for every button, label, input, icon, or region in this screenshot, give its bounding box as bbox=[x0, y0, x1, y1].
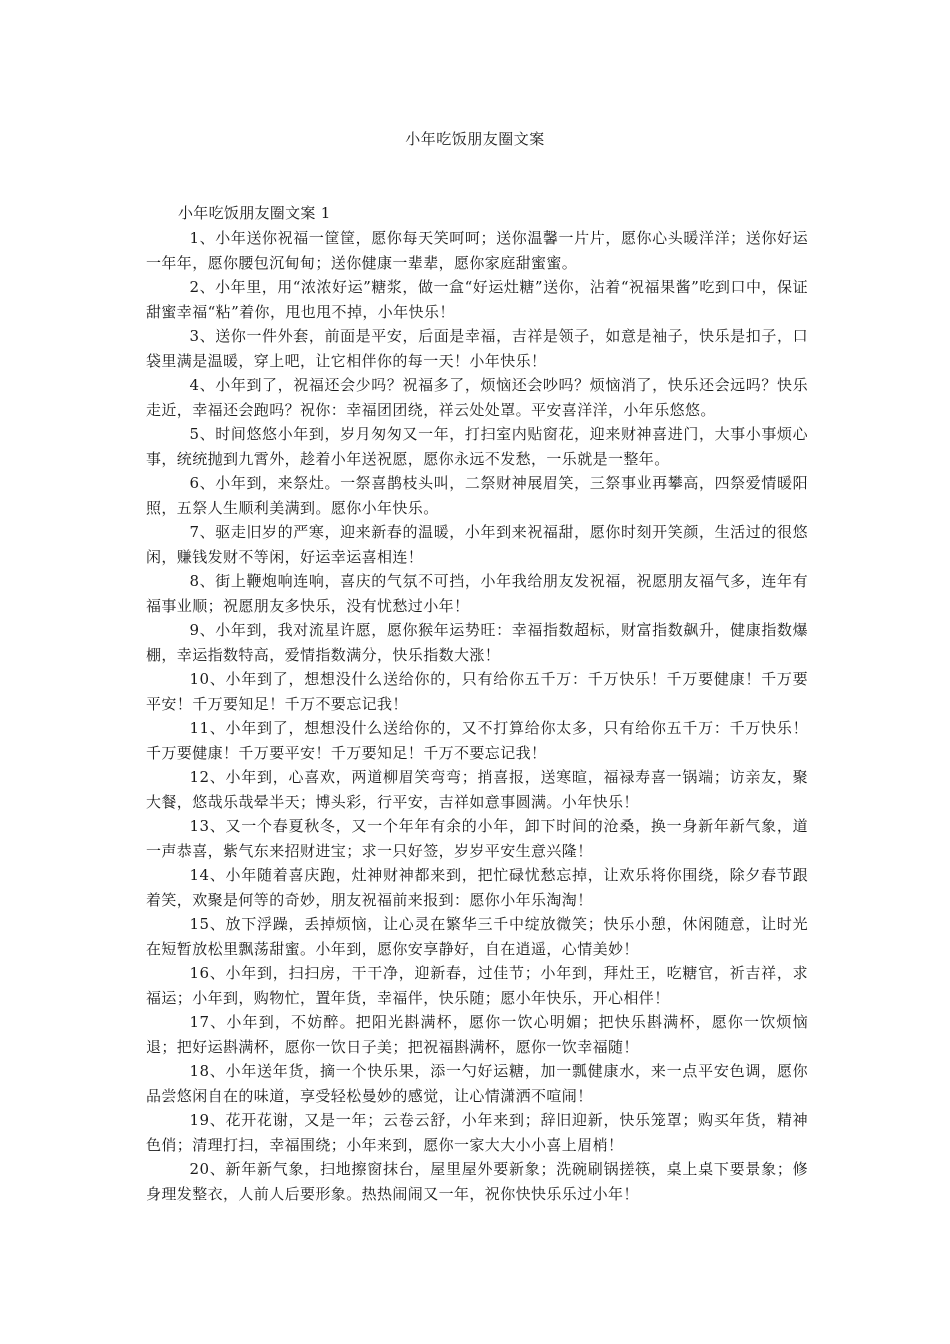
paragraph: 16、小年到，扫扫房，干干净，迎新春，过佳节；小年到，拜灶王，吃糖官，祈吉祥，求福运；小年到，购物忙，置年货，幸福伴，快乐随；愿小年快乐，开心相伴！ bbox=[146, 964, 808, 1007]
paragraph: 18、小年送年货，摘一个快乐果，添一勺好运糖，加一瓢健康水，来一点平安色调，愿你品尝悠闲自在的味道，享受轻松曼妙的感觉，让心情潇洒不喧闹！ bbox=[146, 1062, 808, 1105]
document-body bbox=[146, 226, 808, 1206]
paragraph: 8、街上鞭炮响连响，喜庆的气氛不可挡，小年我给朋友发祝福，祝愿朋友福气多，连年有福事业顺；祝愿朋友多快乐，没有忧愁过小年！ bbox=[146, 572, 808, 615]
paragraph: 7、驱走旧岁的严寒，迎来新春的温暖，小年到来祝福甜，愿你时刻开笑颜，生活过的很悠闲，赚钱发财不等闲，好运幸运喜相连！ bbox=[146, 523, 808, 566]
paragraph: 13、又一个春夏秋冬，又一个年年有余的小年，卸下时间的沧桑，换一身新年新气象，道一声恭喜，紫气东来招财进宝；求一只好签，岁岁平安生意兴隆！ bbox=[146, 817, 808, 860]
paragraph: 20、新年新气象，扫地擦窗抹台，屋里屋外要新象；洗碗刷锅搓筷，桌上桌下要景象；修身理发整衣，人前人后要形象。热热闹闹又一年，祝你快快乐乐过小年！ bbox=[146, 1160, 808, 1203]
paragraph: 12、小年到，心喜欢，两道柳眉笑弯弯；捎喜报，送寒暄，福禄寿喜一锅端；访亲友，聚大餐，悠哉乐哉晕半天；博头彩，行平安，吉祥如意事圆满。小年快乐！ bbox=[146, 768, 808, 811]
paragraph: 2、小年里，用“浓浓好运”糖浆，做一盒“好运灶糖”送你，沾着“祝福果酱”吃到口中，保证甜蜜幸福“粘”着你，甩也甩不掉，小年快乐！ bbox=[146, 278, 808, 321]
paragraph: 11、小年到了，想想没什么送给你的，又不打算给你太多，只有给你五千万：千万快乐！千万要健康！千万要平安！千万要知足！千万不要忘记我！ bbox=[146, 719, 808, 762]
paragraph: 15、放下浮躁，丢掉烦恼，让心灵在繁华三千中绽放微笑；快乐小憩，休闲随意，让时光在短暂放松里飘荡甜蜜。小年到，愿你安享静好，自在逍遥，心情美妙！ bbox=[146, 915, 808, 958]
paragraph: 19、花开花谢，又是一年；云卷云舒，小年来到；辞旧迎新，快乐笼罩；购买年货，精神色俏；清理打扫，幸福围绕；小年来到，愿你一家大大小小喜上眉梢！ bbox=[146, 1111, 808, 1154]
paragraph: 10、小年到了，想想没什么送给你的，只有给你五千万：千万快乐！千万要健康！千万要平安！千万要知足！千万不要忘记我！ bbox=[146, 670, 808, 713]
paragraph: 9、小年到，我对流星许愿，愿你猴年运势旺：幸福指数超标，财富指数飙升，健康指数爆棚，幸运指数特高，爱情指数满分，快乐指数大涨！ bbox=[146, 621, 808, 664]
paragraph: 14、小年随着喜庆跑，灶神财神都来到，把忙碌忧愁忘掉，让欢乐将你围绕，除夕春节跟着笑，欢聚是何等的奇妙，朋友祝福前来报到：愿你小年乐淘淘！ bbox=[146, 866, 808, 909]
paragraph: 17、小年到，不妨醉。把阳光斟满杯，愿你一饮心明媚；把快乐斟满杯，愿你一饮烦恼退；把好运斟满杯，愿你一饮日子美；把祝福斟满杯，愿你一饮幸福随！ bbox=[146, 1013, 808, 1056]
paragraph: 1、小年送你祝福一筐筐，愿你每天笑呵呵；送你温馨一片片，愿你心头暖洋洋；送你好运一年年，愿你腰包沉甸甸；送你健康一辈辈，愿你家庭甜蜜蜜。 bbox=[146, 229, 808, 272]
paragraph: 4、小年到了，祝福还会少吗？祝福多了，烦恼还会吵吗？烦恼消了，快乐还会远吗？快乐走近，幸福还会跑吗？祝你：幸福团团绕，祥云处处罩。平安喜洋洋，小年乐悠悠。 bbox=[146, 376, 808, 419]
paragraph: 3、送你一件外套，前面是平安，后面是幸福，吉祥是领子，如意是袖子，快乐是扣子，口袋里满是温暖，穿上吧，让它相伴你的每一天！小年快乐！ bbox=[146, 327, 808, 370]
paragraph: 5、时间悠悠小年到，岁月匆匆又一年，打扫室内贴窗花，迎来财神喜进门，大事小事烦心事，统统抛到九霄外，趁着小年送祝愿，愿你永远不发愁，一乐就是一整年。 bbox=[146, 425, 808, 468]
section-heading: 小年吃饭朋友圈文案 1 bbox=[178, 204, 331, 222]
paragraph: 6、小年到，来祭灶。一祭喜鹊枝头叫，二祭财神展眉笑，三祭事业再攀高，四祭爱情暖阳照，五祭人生顺利美满到。愿你小年快乐。 bbox=[146, 474, 808, 517]
document-title: 小年吃饭朋友圈文案 bbox=[405, 130, 545, 148]
